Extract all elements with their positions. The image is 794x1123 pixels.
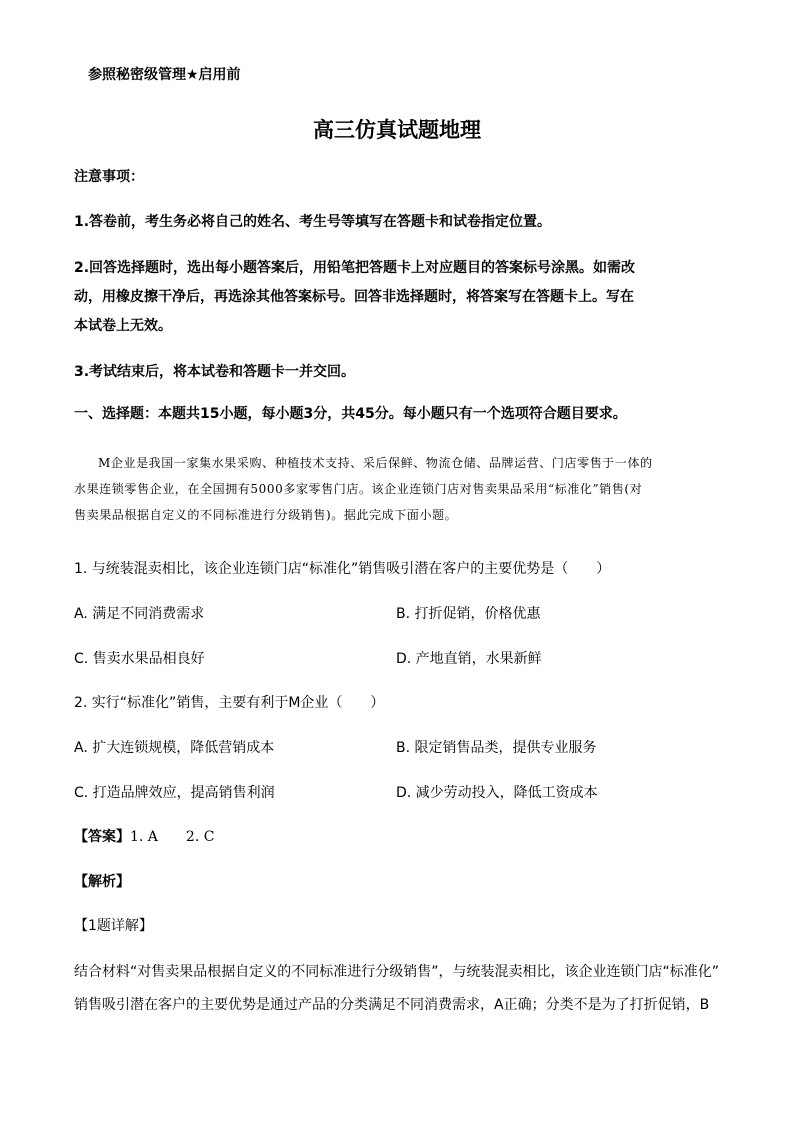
material-line-text: 水果连锁零售企业，在全国拥有5000多家零售门店。该企业连锁门店对售卖果品采用“标准化”销售(对: [74, 482, 643, 496]
question-2-option-c[interactable]: C. 打造品牌效应，提高销售利润: [74, 785, 275, 801]
notice-item-1: 1.答卷前，考生务必将自己的姓名、考生号等填写在答题卡和试卷指定位置。: [74, 214, 552, 230]
material-line: [74, 502, 722, 528]
question-1-option-b[interactable]: B. 打折促销，价格优惠: [396, 606, 541, 622]
page-title: 高三仿真试题地理: [313, 118, 481, 142]
analysis-line-1: 结合材料“对售卖果品根据自定义的不同标准进行分级销售”，与统装混卖相比，该企业连锁门店“标准化”: [74, 964, 720, 980]
answer-values: 1. A 2. C: [130, 829, 215, 845]
answer-line: [74, 826, 214, 846]
notice-item-2-cont: 动，用橡皮擦干净后，再选涂其他答案标号。回答非选择题时，将答案写在答题卡上。写在: [74, 289, 634, 305]
section-heading: 一、选择题：本题共15小题，每小题3分，共45分。每小题只有一个选项符合题目要求。: [74, 406, 627, 422]
material-line-text: 售卖果品根据自定义的不同标准进行分级销售)。据此完成下面小题。: [74, 508, 458, 522]
notice-heading: 注意事项：: [74, 169, 144, 185]
question-1-option-d[interactable]: D. 产地直销，水果新鲜: [396, 651, 542, 667]
material-line-text: M企业是我国一家集水果采购、种植技术支持、采后保鲜、物流仓储、品牌运营、门店零售于一体的: [98, 456, 653, 470]
material-line: [74, 476, 722, 502]
question-2-option-a[interactable]: A. 扩大连锁规模，降低营销成本: [74, 740, 275, 756]
analysis-tag: 【解析】: [74, 874, 130, 890]
question-1-option-c[interactable]: C. 售卖水果品相良好: [74, 651, 205, 667]
question-2-option-d[interactable]: D. 减少劳动投入，降低工资成本: [396, 785, 598, 801]
answer-tag: 【答案】: [74, 829, 130, 845]
material-paragraph: [74, 450, 722, 528]
question-1-stem: 1. 与统装混卖相比，该企业连锁门店“标准化”销售吸引潜在客户的主要优势是（ ）: [74, 561, 611, 577]
question-2-stem: 2. 实行“标准化”销售，主要有利于M企业（ ）: [74, 695, 385, 711]
analysis-line-2: 销售吸引潜在客户的主要优势是通过产品的分类满足不同消费需求，A正确；分类不是为了打折促销，B: [74, 997, 710, 1013]
question-1-option-a[interactable]: A. 满足不同消费需求: [74, 606, 205, 622]
question-2-option-b[interactable]: B. 限定销售品类，提供专业服务: [396, 740, 597, 756]
notice-item-2-end: 本试卷上无效。: [74, 318, 172, 334]
material-line: [74, 450, 722, 476]
notice-item-2: 2.回答选择题时，选出每小题答案后，用铅笔把答题卡上对应题目的答案标号涂黑。如需改: [74, 260, 636, 276]
notice-item-3: 3.考试结束后，将本试卷和答题卡一并交回。: [74, 364, 356, 380]
secret-level-label: 参照秘密级管理★启用前: [88, 67, 241, 83]
analysis-subtag: 【1题详解】: [74, 918, 153, 934]
